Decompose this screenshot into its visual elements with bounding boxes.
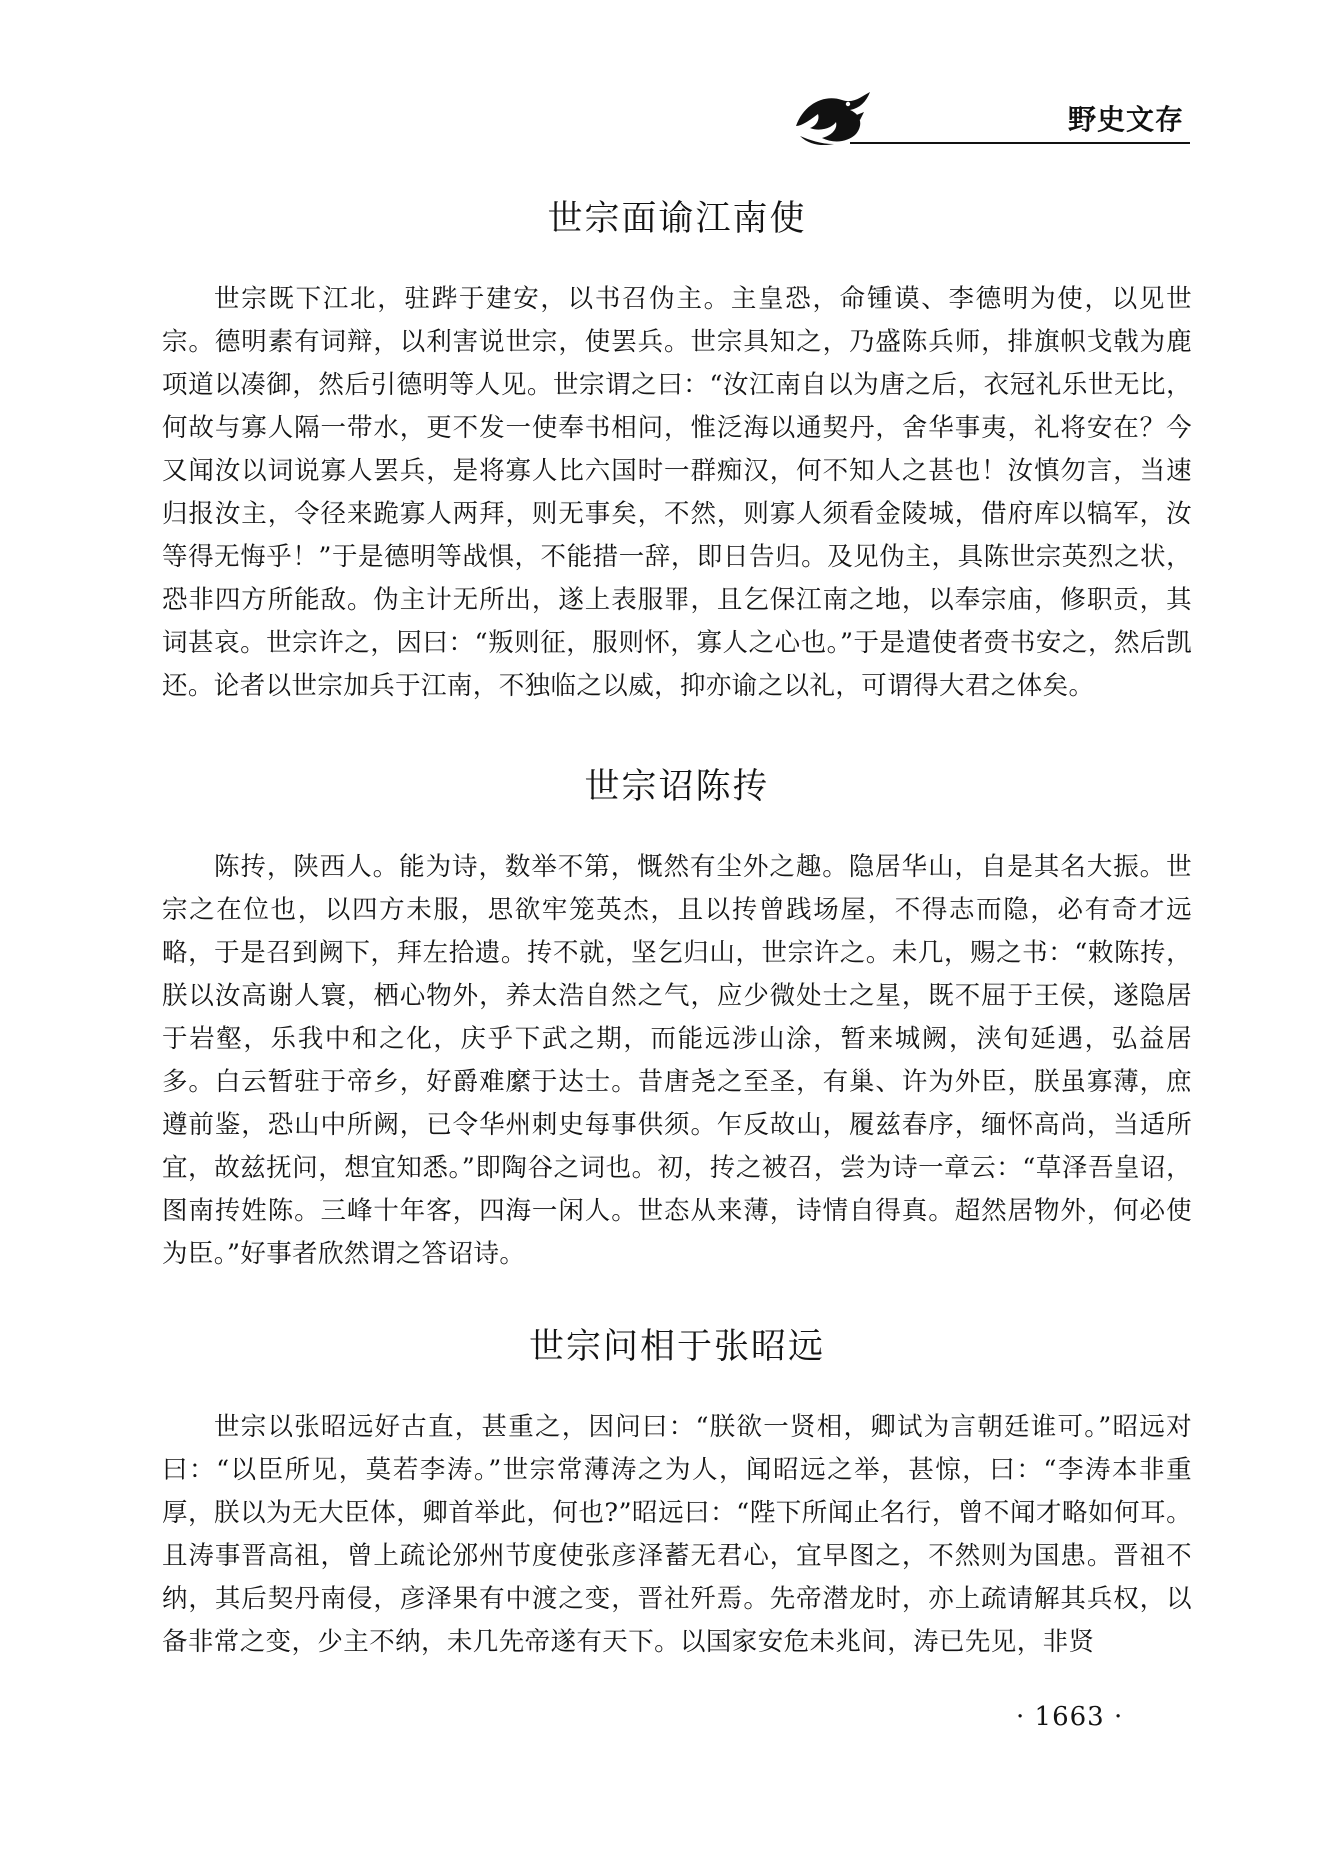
section-paragraph: 世宗以张昭远好古直，甚重之，因问曰：“朕欲一贤相，卿试为言朝廷谁可。”昭远对曰：“以臣所见，莫若李涛。”世宗常薄涛之为人，闻昭远之举，甚惊，曰：“李涛本非重厚，朕以为无大臣体，卿首举此，何也?”昭远曰：“陛下所闻止名行，曾不闻才略如何耳。且涛事晋高祖，曾上疏论邠州节度使张彦泽蓄无君心，宜早图之，不然则为国患。晋祖不纳，其后契丹南侵，彦泽果有中渡之变，晋社歼焉。先帝潜龙时，亦上疏请解其兵权，以备非常之变，少主不纳，未几先帝遂有天下。以国家安危未兆间，涛已先见，非贤 [162, 1412, 1192, 1657]
page-number: · 1663 · [1016, 1702, 1124, 1732]
running-header [790, 80, 1190, 150]
section-paragraph: 世宗既下江北，驻跸于建安，以书召伪主。主皇恐，命锺谟、李德明为使，以见世宗。德明素有词辩，以利害说世宗，使罢兵。世宗具知之，乃盛陈兵师，排旗帜戈戟为鹿项道以凑御，然后引德明等人见。世宗谓之曰：“汝江南自以为唐之后，衣冠礼乐世无比，何故与寡人隔一带水，更不发一使奉书相问，惟泛海以通契丹，舍华事夷，礼将安在？今又闻汝以词说寡人罢兵，是将寡人比六国时一群痴汉，何不知人之甚也！汝慎勿言，当速归报汝主，令径来跪寡人两拜，则无事矣，不然，则寡人须看金陵城，借府库以犒军，汝等得无悔乎！”于是德明等战惧，不能措一辞，即日告归。及见伪主，具陈世宗英烈之状，恐非四方所能敌。伪主计无所出，遂上表服罪，且乞保江南之地，以奉宗庙，修职贡，其词甚哀。世宗许之，因曰：“叛则征，服则怀，寡人之心也。”于是遣使者赍书安之，然后凯还。论者以世宗加兵于江南，不独临之以威，抑亦谕之以礼，可谓得大君之体矣。 [162, 284, 1192, 701]
section-title: 世宗诏陈抟 [584, 767, 770, 807]
section-title: 世宗问相于张昭远 [528, 1327, 825, 1367]
page-content [162, 190, 1192, 1664]
header-rule [850, 142, 1190, 144]
section-title: 世宗面谕江南使 [547, 199, 807, 239]
header-title: 野史文存 [1067, 103, 1184, 136]
section-paragraph: 陈抟，陕西人。能为诗，数举不第，慨然有尘外之趣。隐居华山，自是其名大振。世宗之在位也，以四方未服，思欲牢笼英杰，且以抟曾践场屋，不得志而隐，必有奇才远略，于是召到阙下，拜左拾遗。抟不就，坚乞归山，世宗许之。未几，赐之书：“敕陈抟，朕以汝高谢人寰，栖心物外，养太浩自然之气，应少微处士之星，既不屈于王侯，遂隐居于岩壑，乐我中和之化，庆乎下武之期，而能远涉山涂，暂来城阙，浃旬延遇，弘益居多。白云暂驻于帝乡，好爵难縻于达士。昔唐尧之至圣，有巢、许为外臣，朕虽寡薄，庶遵前鉴，恐山中所阙，已令华州刺史每事供须。乍反故山，履兹春序，缅怀高尚，当适所宜，故兹抚问，想宜知悉。”即陶谷之词也。初，抟之被召，尝为诗一章云：“草泽吾皇诏，图南抟姓陈。三峰十年客，四海一闲人。世态从来薄，诗情自得真。超然居物外，何必使为臣。”好事者欣然谓之答诏诗。 [162, 852, 1192, 1269]
dragon-icon [790, 86, 876, 148]
